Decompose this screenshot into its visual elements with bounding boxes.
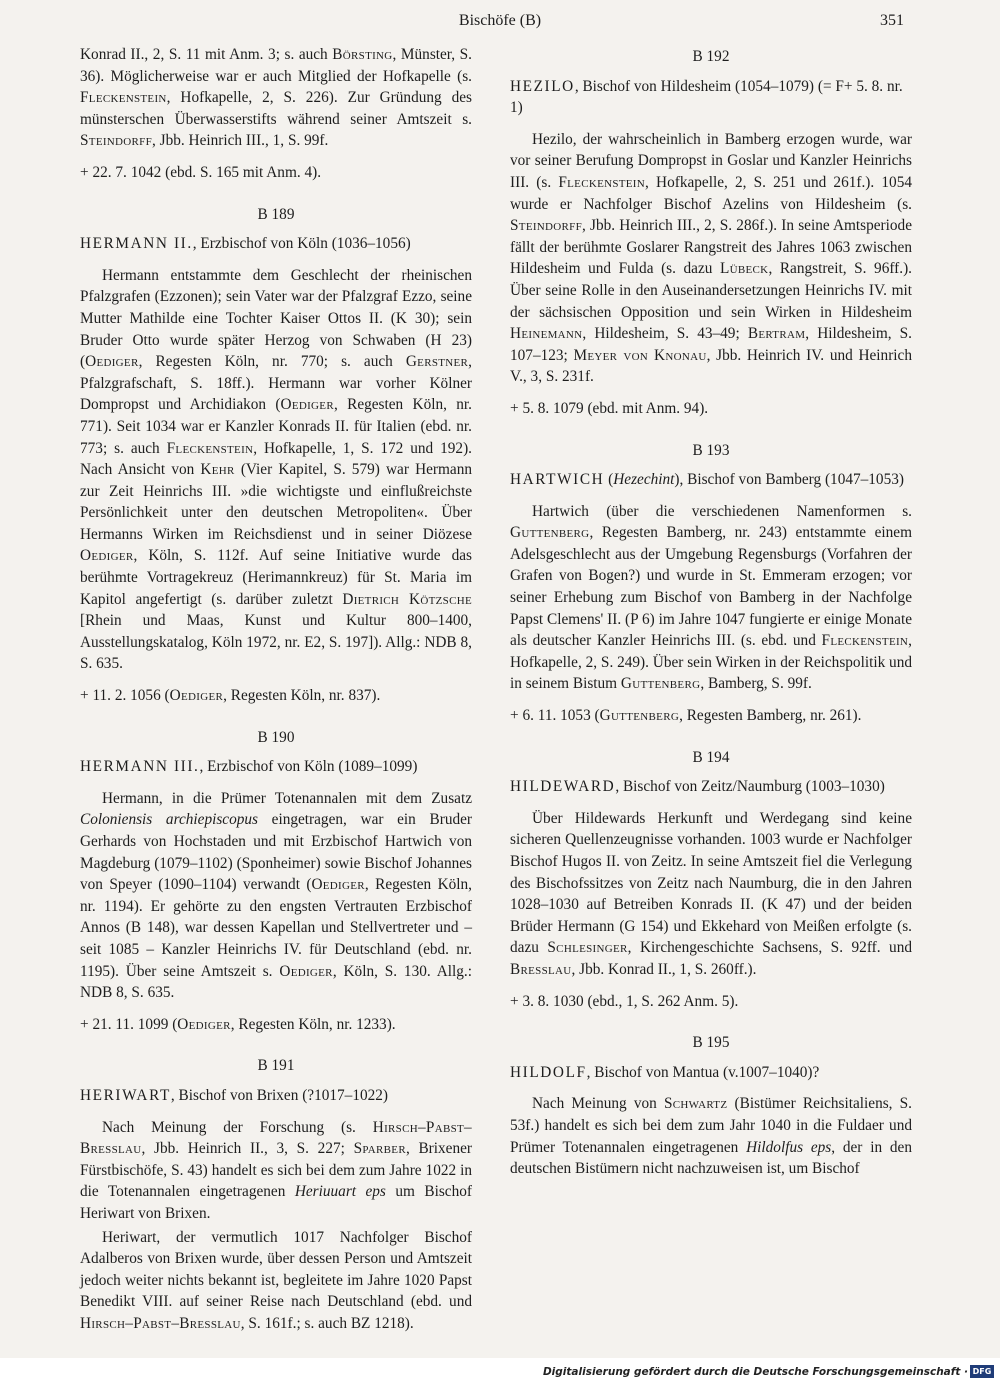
entry-number: B 189: [257, 205, 295, 223]
entry-paragraph: [80, 1227, 472, 1335]
text-run: , Jbb. Heinrich IV. und Heinrich V., 3, S. 231f.: [510, 346, 912, 386]
text-run: ), Bischof von Bamberg (1047–1053): [674, 471, 904, 489]
text-run: , Kirchengeschichte Sachsens, S. 92ff. und: [627, 939, 912, 957]
text-run: , Rangstreit, S. 96ff.). Über seine Rolle in den Auseinandersetzungen Heinrichs IV. mit der sächsischen Opposition und sein Wirken in Hildesheim: [510, 260, 913, 321]
author-name: Guttenberg: [510, 524, 590, 542]
text-run: , Jbb. Heinrich II., 3, S. 227;: [141, 1140, 354, 1158]
text-run: Hezilo, der wahrscheinlich in Bamberg erzogen wurde, war vor seiner Berufung Dompropst in Goslar und Kanzler Heinrichs III. (s.: [510, 130, 912, 191]
death-date: [80, 1014, 472, 1036]
italic-term: Coloniensis archiepiscopus: [80, 811, 258, 829]
text-run: , Köln, S. 130. Allg.: NDB 8, S. 635.: [80, 962, 472, 1002]
author-name: Oediger: [85, 353, 139, 371]
entry-title: , Bischof von Zeitz/Naumburg (1003–1030): [615, 778, 885, 796]
author-name: Heinemann: [510, 325, 583, 343]
author-name: Guttenberg: [599, 707, 680, 725]
author-name: Fleckenstein: [80, 89, 167, 107]
entry-title: , Bischof von Hildesheim (1054–1079) (= F+ 5. 8. nr. 1): [510, 77, 903, 117]
text-run: + 6. 11. 1053 (: [510, 707, 600, 725]
author-name: Fleckenstein: [166, 439, 254, 457]
text-run: , Pfalzgrafschaft, S. 18ff.). Hermann war vorher Kölner Dompropst und Archidiakon (: [80, 353, 472, 414]
text-run: , Hildesheim, S. 43–49;: [582, 325, 748, 343]
author-name: Meyer von Knonau: [573, 346, 707, 364]
text-run: , Köln, S. 112f. Auf seine Initiative wurde das berühmte Vortragekreuz (Herimannkreuz) für St. Maria im Kapitol angefertigt (s. darüber zuletzt: [80, 547, 472, 608]
text-run: Hermann entstammte dem Geschlecht der rheinischen Pfalzgrafen (Ezzonen); sein Vater war der Pfalzgraf Ezzo, seine Mutter Mathilde eine Tochter Kaiser Ottos II. (K 30); sein Bruder Otto wurde später Herzog von Schwaben (H 23) (: [80, 266, 472, 371]
text-run: + 5. 8. 1079 (ebd. mit Anm. 94).: [510, 399, 709, 417]
entry-name: HERMANN III.: [80, 758, 200, 776]
text-run: + 11. 2. 1056 (: [80, 687, 170, 705]
text-run: eingetragen, war ein Bruder Gerhards von Hochstaden und mit Erzbischof Hartwich von Magdeburg (1079–1102) (Sponheimer) sowie Bischof Johannes von Speyer (1090–1104) verwandt (: [80, 811, 472, 894]
text-run: + 21. 11. 1099 (: [80, 1015, 178, 1033]
entry-number: B 195: [692, 1034, 730, 1052]
entry-name: HERIWART: [80, 1086, 171, 1104]
left-column: [80, 44, 472, 1344]
entry-paragraph: [510, 1093, 912, 1179]
text-run: um Bischof Heriwart von Brixen.: [80, 1183, 472, 1222]
page-header: [0, 12, 1000, 38]
right-column: [510, 44, 912, 1190]
author-name: Schlesinger: [547, 939, 628, 957]
author-name: Oediger: [311, 876, 365, 894]
text-run: , Hofkapelle, 1, S. 172 und 192). Nach Ansicht von: [80, 439, 472, 479]
text-run: , Brixener Fürstbischöfe, S. 43) handelt es sich bei dem zum Jahre 1022 in die Totenannalen eingetragenen: [80, 1140, 472, 1201]
text-run: Nach Meinung der Forschung (s.: [102, 1118, 373, 1136]
death-date: [80, 685, 472, 707]
entry-name: HARTWICH: [510, 471, 605, 489]
entry-title: , Bischof von Mantua (v.1007–1040)?: [586, 1063, 820, 1081]
death-date: [510, 398, 912, 420]
author-name: Steindorff: [510, 217, 583, 235]
entry-name: HEZILO: [510, 77, 575, 95]
text-run: , Hofkapelle, 2, S. 251 und 261f.). 1054 wurde er Nachfolger Bischof Azelins von Hildesheim (s.: [510, 173, 912, 213]
death-date: [510, 705, 912, 727]
author-name: Börsting: [332, 46, 393, 63]
author-name: Sparber: [353, 1140, 406, 1158]
text-run: , Hofkapelle, 2, S. 226). Zur Gründung des münsterschen Überwasserstifts während seiner Amtszeit s.: [80, 89, 472, 128]
text-run: Konrad II., 2, S. 11 mit Anm. 3; s. auch: [80, 46, 333, 63]
text-run: , Jbb. Konrad II., 1, S. 260ff.).: [571, 960, 757, 978]
text-run: , der in den deutschen Bistümern nicht nachzuweisen ist, um Bischof: [510, 1138, 912, 1178]
italic-term: Hezechint: [613, 471, 675, 489]
author-name: Lübeck: [720, 260, 769, 278]
text-run: , Regesten Köln, nr. 837).: [223, 687, 381, 705]
entry-name: HERMANN II.: [80, 235, 193, 253]
author-name: Fleckenstein: [821, 632, 909, 650]
dfg-logo-icon: DFG: [970, 1365, 994, 1378]
entry-title: , Bischof von Brixen (?1017–1022): [170, 1086, 389, 1104]
entry-paragraph: [510, 129, 912, 388]
text-run: (Vier Kapitel, S. 579) war Hermann zur Zeit Heinrichs III. »die wichtigste und einflußreichste Persönlichkeit unter den deutschen Metropoliten«. Über Hermanns Wirken im Reichsdienst und in seiner Diözese: [80, 461, 472, 543]
author-name: Bresslau: [510, 960, 572, 978]
text-run: Nach Meinung von: [532, 1095, 664, 1113]
text-run: (: [604, 471, 614, 489]
author-name: Dietrich Kötzsche: [342, 590, 472, 608]
author-name: Schwartz: [663, 1095, 728, 1113]
author-name: Oediger: [177, 1015, 231, 1033]
entry-paragraph: [510, 501, 912, 695]
text-run: , S. 161f.; s. auch BZ 1218).: [240, 1314, 414, 1332]
author-name: Oediger: [80, 547, 134, 565]
entry-heading: [80, 756, 472, 778]
entry-name: HILDEWARD: [510, 778, 616, 796]
text-run: , Regesten Bamberg, nr. 243) entstammte einem Adelsgeschlecht aus der Umgebung Regensburgs (Vorfahren der Grafen von Bogen?) und wurde in St. Emmeram erzogen; vor seiner Erhebung zum Bischof von Bamberg in der Nachfolge Papst Clemens' II. (P 6) im Jahre 1047 fungierte er einige Monate als deutscher Kanzler Heinrichs III. (s. ebd. und: [510, 524, 912, 650]
entry-paragraph: [510, 808, 912, 981]
entry-number: B 193: [692, 441, 730, 459]
text-run: , Hildesheim, S. 107–123;: [510, 325, 913, 364]
running-title: Bischöfe (B): [458, 12, 542, 29]
text-run: , Hofkapelle, 2, S. 249). Über sein Wirken in der Reichspolitik und in seinem Bistum: [510, 632, 912, 693]
entry-paragraph: [80, 1117, 472, 1225]
author-name: Fleckenstein: [558, 173, 646, 191]
death-date: + 22. 7. 1042 (ebd. S. 165 mit Anm. 4).: [80, 163, 322, 181]
entry-heading: [80, 1085, 472, 1107]
text-run: [Rhein und Maas, Kunst und Kultur 800–1400, Ausstellungskatalog, Köln 1972, nr. E2, S. 197]). Allg.: NDB 8, S. 635.: [80, 612, 472, 673]
page-number: 351: [880, 12, 904, 29]
text-run: , Regesten Köln, nr. 1194). Er gehörte zu den engsten Vertrauten Erzbischof Annos (B 148), war dessen Kapellan und Stellvertreter und – seit 1085 – Kanzler Heinrichs IV. für Deutschland (ebd. nr. 1195). Über seine Amtszeit s.: [80, 876, 473, 980]
entry-paragraph: [80, 265, 472, 675]
author-name: Bertram: [747, 325, 806, 343]
funding-notice: Digitalisierung gefördert durch die Deutsche Forschungsgemeinschaft ·: [542, 1366, 968, 1378]
death-date: [510, 991, 912, 1013]
text-run: , Jbb. Heinrich III., 2, S. 286f.). In seine Amtsperiode fällt der berühmte Goslarer Rangstreit des Jahres 1063 zwischen Hildesheim und Fulda (s. dazu: [510, 217, 912, 278]
entry-number: B 194: [692, 748, 730, 766]
entry-heading: [510, 469, 912, 491]
text-run: Hermann, in die Prümer Totenannalen mit dem Zusatz: [102, 789, 472, 807]
text-run: , Jbb. Heinrich III., 1, S. 99f.: [152, 132, 329, 150]
author-name: Hirsch–Pabst–Bresslau: [80, 1118, 472, 1158]
italic-term: Hildolfus eps: [746, 1138, 832, 1156]
author-name: Kehr: [200, 461, 235, 479]
author-name: Oediger: [279, 962, 333, 980]
author-name: Gerstner: [405, 353, 469, 371]
continued-paragraph: [80, 44, 472, 152]
text-run: , Bamberg, S. 99f.: [700, 675, 812, 693]
entry-paragraph: [80, 788, 472, 1004]
entry-title: , Erzbischof von Köln (1036–1056): [192, 235, 411, 253]
text-run: , Regesten Köln, nr. 770; s. auch: [138, 353, 406, 371]
author-name: Steindorff: [80, 132, 153, 150]
text-run: , Regesten Köln, nr. 1233).: [230, 1015, 396, 1033]
entry-title: , Erzbischof von Köln (1089–1099): [199, 758, 418, 776]
author-name: Oediger: [280, 396, 334, 414]
text-run: , Regesten Köln, nr. 771). Seit 1034 war er Kanzler Konrads II. für Italien (ebd. nr. 773; s. auch: [80, 396, 472, 457]
text-run: + 3. 8. 1030 (ebd., 1, S. 262 Anm. 5).: [510, 992, 739, 1010]
italic-term: Heriuuart eps: [294, 1183, 386, 1201]
text-run: , Regesten Bamberg, nr. 261).: [679, 707, 862, 725]
author-name: Hirsch–Pabst–Bresslau: [80, 1314, 241, 1332]
entry-name: HILDOLF: [510, 1063, 587, 1081]
entry-heading: [510, 776, 912, 798]
entry-number: B 190: [257, 728, 295, 746]
entry-number: B 191: [257, 1057, 295, 1075]
entry-heading: [510, 1062, 912, 1084]
text-run: Hartwich (über die verschiedenen Namenformen s.: [532, 502, 912, 520]
entry-heading: [510, 76, 912, 119]
text-run: Über Hildewards Herkunft und Werdegang sind keine sicheren Quellenzeugnisse vorhanden. 1003 wurde er Nachfolger Bischof Hugos II. von Zeitz. In seine Amtszeit fiel die Verlegung des Bischofssitzes von Zeitz nach Naumburg, die in den Jahren 1028–1030 auf Betreiben Konrads II. (K 47) und der beiden Brüder Hermann (G 154) und Ekkehard von Meißen erfolgte (s. dazu: [510, 809, 912, 957]
author-name: Guttenberg: [620, 675, 701, 693]
text-run: Heriwart, der vermutlich 1017 Nachfolger Bischof Adalberos von Brixen wurde, über dessen Person und Amtszeit jedoch weiter nichts bekannt ist, begleitete im Jahre 1020 Papst Benedikt VIII. auf seiner Reise nach Deutschland (ebd. und: [80, 1228, 472, 1311]
text-run: (Bistümer Reichsitaliens, S. 53f.) handelt es sich bei dem zum Jahr 1040 in die Fuldaer und Prümer Totenannalen eingetragenen: [510, 1095, 912, 1156]
author-name: Oediger: [169, 687, 224, 705]
entry-heading: [80, 233, 472, 255]
text-run: , Münster, S. 36). Möglicherweise war er auch Mitglied der Hofkapelle (s.: [80, 46, 472, 85]
footer-bar: [0, 1358, 1000, 1386]
entry-number: B 192: [692, 48, 730, 65]
